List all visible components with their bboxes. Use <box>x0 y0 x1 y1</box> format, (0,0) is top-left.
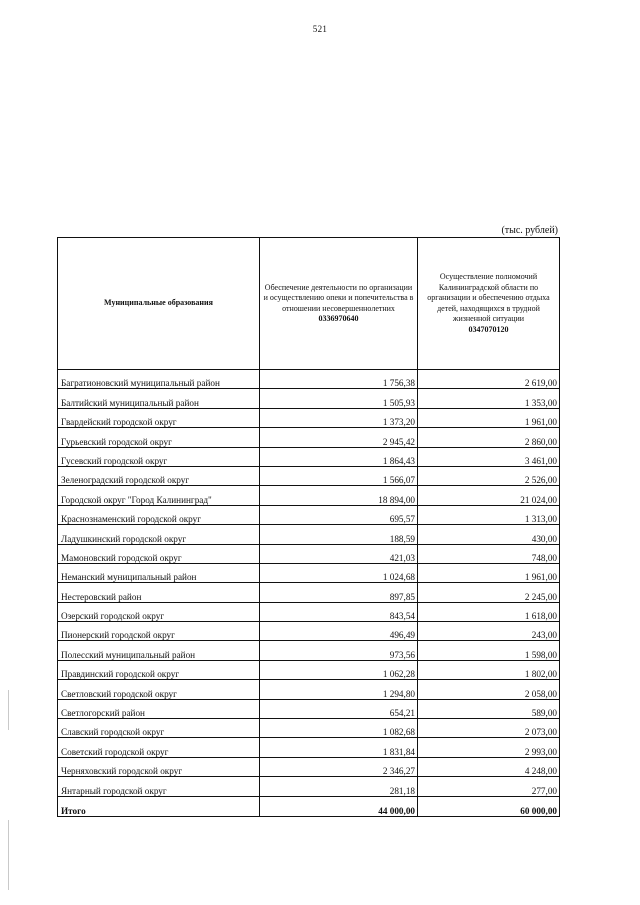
table-row <box>58 428 560 447</box>
table-row <box>58 544 560 563</box>
municipality-name: Озерский городской округ <box>58 602 260 621</box>
table-row <box>58 486 560 505</box>
total-label: Итого <box>58 796 260 816</box>
scan-artifact-line <box>8 820 9 890</box>
table-row <box>58 563 560 582</box>
child-recreation-value: 21 024,00 <box>418 486 560 505</box>
child-recreation-value: 2 993,00 <box>418 738 560 757</box>
guardianship-value: 2 346,27 <box>260 757 418 776</box>
child-recreation-value: 589,00 <box>418 699 560 718</box>
table-row <box>58 408 560 427</box>
table-row <box>58 466 560 485</box>
child-recreation-value: 1 598,00 <box>418 641 560 660</box>
table-row <box>58 757 560 776</box>
child-recreation-value: 2 526,00 <box>418 466 560 485</box>
municipality-name: Советский городской округ <box>58 738 260 757</box>
guardianship-value: 654,21 <box>260 699 418 718</box>
child-recreation-value: 2 245,00 <box>418 583 560 602</box>
municipality-name: Черняховский городской округ <box>58 757 260 776</box>
header-guardianship <box>260 238 418 370</box>
guardianship-value: 281,18 <box>260 777 418 796</box>
header-guardianship-code: 0336970640 <box>318 314 359 323</box>
guardianship-value: 1 505,93 <box>260 389 418 408</box>
table-body <box>58 370 560 797</box>
guardianship-value: 1 373,20 <box>260 408 418 427</box>
child-recreation-value: 4 248,00 <box>418 757 560 776</box>
child-recreation-value: 3 461,00 <box>418 447 560 466</box>
total-child-recreation: 60 000,00 <box>418 796 560 816</box>
child-recreation-value: 2 619,00 <box>418 370 560 389</box>
child-recreation-value: 1 618,00 <box>418 602 560 621</box>
municipality-name: Полесский муниципальный район <box>58 641 260 660</box>
child-recreation-value: 1 802,00 <box>418 660 560 679</box>
municipality-name: Славский городской округ <box>58 719 260 738</box>
guardianship-value: 1 566,07 <box>260 466 418 485</box>
table-row <box>58 719 560 738</box>
guardianship-value: 1 831,84 <box>260 738 418 757</box>
table-row <box>58 525 560 544</box>
guardianship-value: 18 894,00 <box>260 486 418 505</box>
guardianship-value: 973,56 <box>260 641 418 660</box>
table-row <box>58 680 560 699</box>
header-guardianship-text: Обеспечение деятельности по организации и осуществлению опеки и попечительства в отношении несовершеннолетних <box>263 282 414 313</box>
guardianship-value: 1 024,68 <box>260 563 418 582</box>
guardianship-value: 421,03 <box>260 544 418 563</box>
municipality-name: Гурьевский городской округ <box>58 428 260 447</box>
table-row <box>58 622 560 641</box>
guardianship-value: 1 082,68 <box>260 719 418 738</box>
guardianship-value: 496,49 <box>260 622 418 641</box>
child-recreation-value: 243,00 <box>418 622 560 641</box>
municipality-name: Зеленоградский городской округ <box>58 466 260 485</box>
child-recreation-value: 1 961,00 <box>418 408 560 427</box>
units-label: (тыс. рублей) <box>501 225 558 236</box>
child-recreation-value: 430,00 <box>418 525 560 544</box>
municipality-name: Светловский городской округ <box>58 680 260 699</box>
table-row <box>58 389 560 408</box>
header-child-recreation <box>418 238 560 370</box>
total-guardianship: 44 000,00 <box>260 796 418 816</box>
table-row <box>58 660 560 679</box>
table-row <box>58 583 560 602</box>
child-recreation-value: 2 860,00 <box>418 428 560 447</box>
municipality-name: Краснознаменский городской округ <box>58 505 260 524</box>
municipality-name: Багратионовский муниципальный район <box>58 370 260 389</box>
table-row <box>58 505 560 524</box>
municipality-name: Нестеровский район <box>58 583 260 602</box>
municipality-name: Гусевский городской округ <box>58 447 260 466</box>
child-recreation-value: 748,00 <box>418 544 560 563</box>
table-row <box>58 738 560 757</box>
scan-artifact-line <box>8 690 9 730</box>
guardianship-value: 1 864,43 <box>260 447 418 466</box>
guardianship-value: 1 062,28 <box>260 660 418 679</box>
municipality-name: Гвардейский городской округ <box>58 408 260 427</box>
child-recreation-value: 2 073,00 <box>418 719 560 738</box>
child-recreation-value: 1 961,00 <box>418 563 560 582</box>
header-child-recreation-text: Осуществление полномочий Калининградской области по организации и обеспечению отдыха детей, находящихся в трудной жизненной ситуации <box>427 272 550 323</box>
guardianship-value: 1 294,80 <box>260 680 418 699</box>
table-row <box>58 447 560 466</box>
page-number: 521 <box>312 24 328 34</box>
total-row <box>58 796 560 816</box>
guardianship-value: 843,54 <box>260 602 418 621</box>
municipality-name: Правдинский городской округ <box>58 660 260 679</box>
header-municipalities: Муниципальные образования <box>58 238 260 370</box>
child-recreation-value: 1 313,00 <box>418 505 560 524</box>
guardianship-value: 695,57 <box>260 505 418 524</box>
table-row <box>58 699 560 718</box>
table-row <box>58 370 560 389</box>
municipality-name: Светлогорский район <box>58 699 260 718</box>
guardianship-value: 2 945,42 <box>260 428 418 447</box>
child-recreation-value: 277,00 <box>418 777 560 796</box>
child-recreation-value: 1 353,00 <box>418 389 560 408</box>
child-recreation-value: 2 058,00 <box>418 680 560 699</box>
table-header-row <box>58 238 560 370</box>
subsidy-table <box>57 237 560 817</box>
municipality-name: Пионерский городской округ <box>58 622 260 641</box>
guardianship-value: 897,85 <box>260 583 418 602</box>
guardianship-value: 1 756,38 <box>260 370 418 389</box>
guardianship-value: 188,59 <box>260 525 418 544</box>
municipality-name: Ладушкинский городской округ <box>58 525 260 544</box>
municipality-name: Городской округ "Город Калининград" <box>58 486 260 505</box>
municipality-name: Янтарный городской округ <box>58 777 260 796</box>
table-row <box>58 602 560 621</box>
header-child-recreation-code: 0347070120 <box>468 324 509 334</box>
municipality-name: Неманский муниципальный район <box>58 563 260 582</box>
table-row <box>58 777 560 796</box>
municipality-name: Балтийский муниципальный район <box>58 389 260 408</box>
table-row <box>58 641 560 660</box>
municipality-name: Мамоновский городской округ <box>58 544 260 563</box>
